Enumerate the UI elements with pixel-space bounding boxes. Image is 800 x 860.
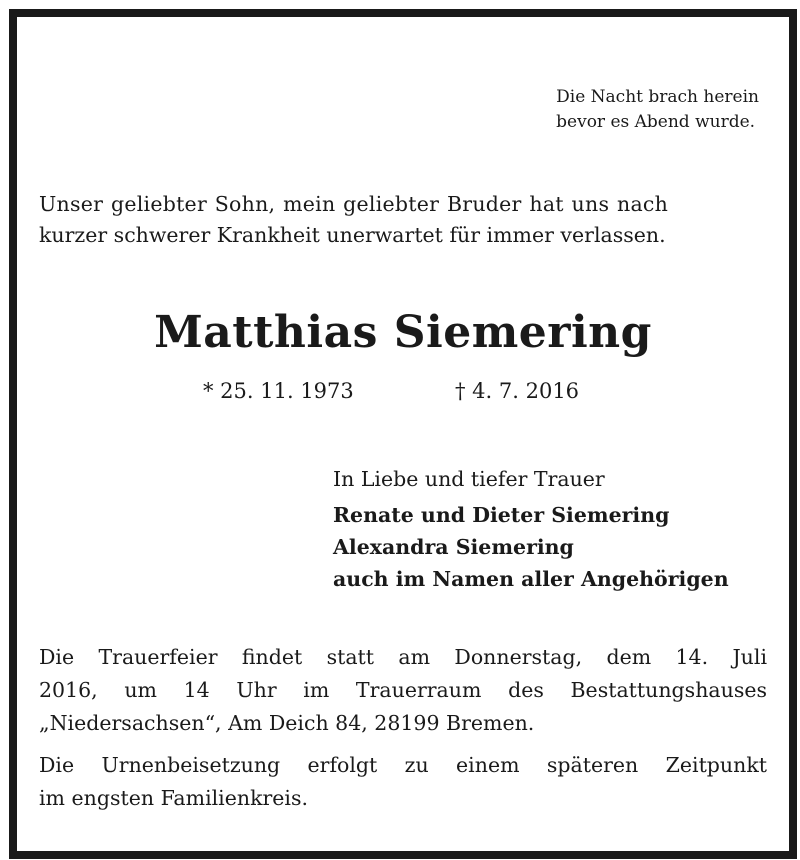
mourner-name: auch im Namen aller Angehörigen [333,567,729,591]
mourners-block [333,463,729,595]
intro-text [39,189,767,251]
mourners-lead: In Liebe und tiefer Trauer [333,467,605,491]
service-line: Die Trauerfeier findet statt am Donnerstag, dem 14. Juli [39,645,767,669]
service-line: 2016, um 14 Uhr im Trauerraum des Bestattungshauses [39,678,767,702]
mourner-name: Alexandra Siemering [333,535,574,559]
motto-line: bevor es Abend wurde. [556,112,756,132]
intro-line: Unser geliebter Sohn, mein geliebter Bruder hat uns nach [39,192,669,216]
urn-info [39,749,767,815]
mourner-name: Renate und Dieter Siemering [333,503,670,527]
intro-line: kurzer schwerer Krankheit unerwartet für immer verlassen. [39,223,666,247]
motto [556,85,759,135]
urn-line: Die Urnenbeisetzung erfolgt zu einem späteren Zeitpunkt [39,753,767,777]
obituary-frame [9,9,797,859]
birth-date: * 25. 11. 1973 [203,379,354,403]
urn-line: im engsten Familienkreis. [39,786,309,810]
deceased-name: Matthias Siemering [154,307,652,358]
death-date: † 4. 7. 2016 [455,379,580,403]
service-info [39,641,767,740]
motto-line: Die Nacht brach herein [556,87,759,107]
service-line: „Niedersachsen“, Am Deich 84, 28199 Bremen. [39,711,535,735]
